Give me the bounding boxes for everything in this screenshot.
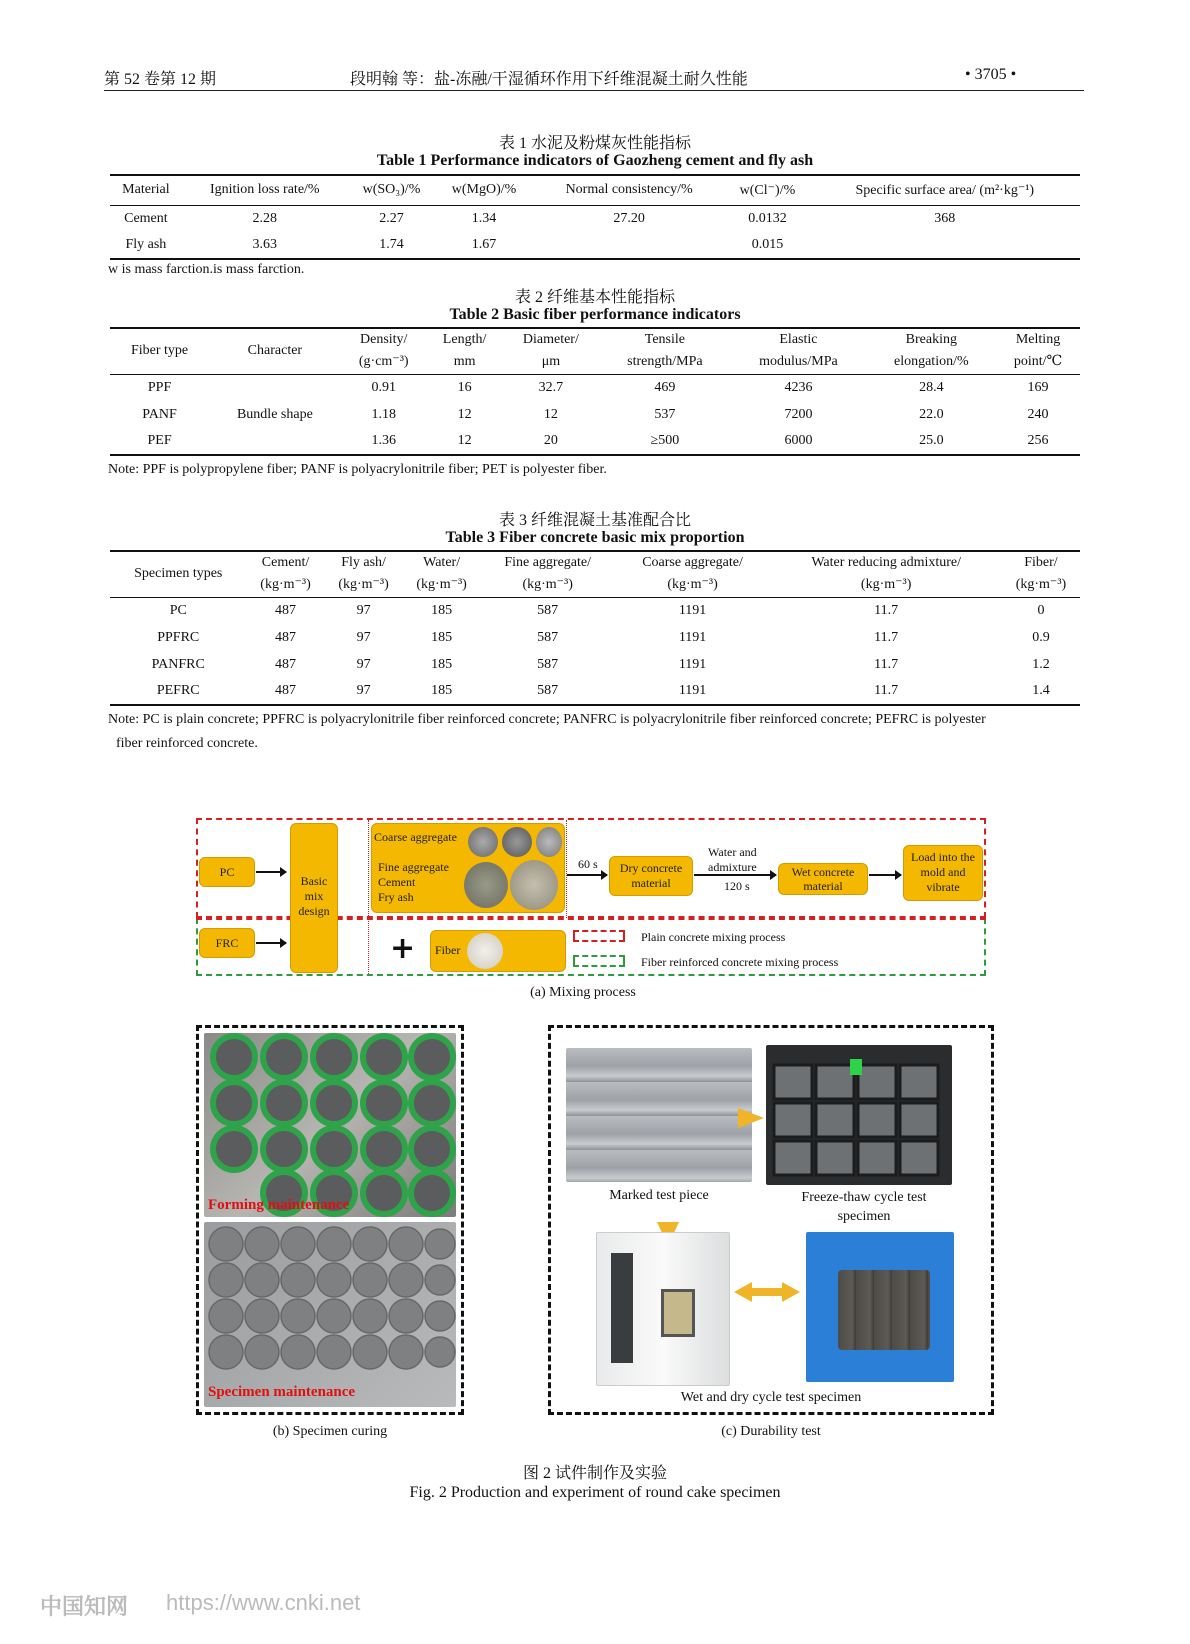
cell: 368 [934, 210, 956, 226]
table-row [110, 374, 1080, 401]
t2-h1: Character [247, 343, 303, 359]
t2-h5: Tensile [644, 331, 685, 347]
cell: 6000 [784, 433, 813, 448]
subcaption-c: (c) Durability test [721, 1424, 821, 1439]
t2-h7: Breaking [905, 331, 957, 347]
arrow-icon [256, 871, 286, 873]
table3-note-line1: Note: PC is plain concrete; PPFRC is polyacrylonitrile fiber reinforced concrete; PANFRC is polyacrylonitrile fiber reinforced concrete; PEFRC is polyester [108, 712, 986, 727]
cell: 11.7 [874, 629, 899, 645]
t2-h3: Length/ [442, 331, 487, 347]
t3-unit: (kg·m⁻³) [860, 577, 912, 593]
cell [209, 374, 341, 401]
cell: 0.91 [371, 379, 396, 395]
cell: 0 [1037, 602, 1045, 618]
divider [368, 820, 369, 974]
t2-u1: mm [453, 353, 476, 369]
cell: 97 [356, 683, 371, 698]
table3-note-line2: fiber reinforced concrete. [116, 736, 258, 751]
freeze-label: Freeze-thaw cycle test specimen [801, 1190, 927, 1224]
frc-box: FRC [199, 928, 255, 958]
t2-u0: (g·cm⁻³) [358, 354, 409, 370]
cell: 12 [457, 433, 472, 448]
cell: 537 [654, 406, 676, 422]
cell: 11.7 [874, 656, 899, 672]
t3-h7: Fiber/ [1024, 554, 1058, 570]
t3-unit: (kg·m⁻³) [416, 577, 467, 593]
page-number: • 3705 • [965, 66, 1017, 83]
freeze-grid [766, 1045, 952, 1185]
cell: 25.0 [919, 433, 944, 448]
dry-concrete-box: Dry concrete material [609, 856, 693, 896]
specimen-label: Specimen maintenance [208, 1384, 356, 1400]
cement-photo [510, 860, 558, 910]
table-row [110, 597, 1080, 624]
water-label-2: admixture [708, 860, 757, 874]
cell: 587 [537, 683, 559, 698]
table2 [110, 327, 1080, 456]
cell [810, 232, 1080, 259]
table-row [110, 232, 1080, 259]
cell: 12 [543, 406, 558, 422]
t3-h6: Water reducing admixture/ [811, 554, 962, 570]
flyash-label: Fry ash [378, 890, 414, 904]
table-row [110, 205, 1080, 232]
table-row [110, 428, 1080, 455]
mold-vibrate-box: Load into the mold and vibrate [903, 845, 983, 901]
legend-plain-label: Plain concrete mixing process [641, 930, 786, 944]
cell: PC [169, 602, 187, 618]
cell: 97 [356, 602, 371, 618]
cell: 1191 [678, 683, 707, 698]
cell: 4236 [784, 379, 813, 395]
running-title: 段明翰 等：盐-冻融/干湿循环作用下纤维混凝土耐久性能 [350, 71, 748, 88]
cell: 1191 [678, 602, 707, 618]
cell: 185 [431, 629, 453, 645]
subcaption-a: (a) Mixing process [530, 985, 636, 1000]
cell: 32.7 [538, 379, 564, 395]
cement-label: Cement [378, 875, 416, 889]
cell: 185 [431, 683, 453, 698]
cell: 22.0 [919, 406, 944, 422]
cell: 0.9 [1032, 629, 1050, 645]
forming-label: Forming maintenance [208, 1197, 350, 1213]
t1-h5: w(Cl⁻)/% [739, 182, 796, 198]
cell: 11.7 [874, 602, 899, 618]
fiber-label: Fiber [435, 943, 461, 957]
table-row [110, 401, 1080, 428]
legend-plain-swatch [573, 930, 625, 942]
cell: 2.27 [379, 210, 404, 226]
figure-caption-cn: 图 2 试件制作及实验 [522, 1465, 667, 1482]
marked-piece-photo [566, 1048, 752, 1182]
cnki-logo: 中国知网 [40, 1594, 129, 1619]
time-60s: 60 s [578, 857, 598, 871]
cell: PPFRC [157, 629, 200, 645]
forming-photo [204, 1033, 456, 1217]
oven-window [661, 1289, 695, 1337]
cell: 1.34 [471, 210, 497, 226]
cell: 20 [543, 433, 558, 448]
table1-note: w is mass farction.is mass farction. [108, 262, 305, 277]
time-120s: 120 s [724, 879, 750, 893]
cell: ≥500 [650, 433, 680, 448]
cnki-url[interactable]: https://www.cnki.net [166, 1590, 361, 1615]
t2-u3: strength/MPa [627, 353, 703, 369]
cell: 487 [275, 683, 297, 698]
forming-discs [204, 1033, 456, 1217]
cell: 1.36 [371, 433, 396, 448]
wet-dry-photo [806, 1232, 954, 1382]
t3-h1: Cement/ [261, 554, 310, 570]
legend-fiber-swatch [573, 955, 625, 967]
freeze-thaw-photo [766, 1045, 952, 1185]
t1-h0: Material [122, 182, 170, 198]
subcaption-b: (b) Specimen curing [272, 1424, 388, 1439]
divider [566, 820, 567, 918]
cell: 1.4 [1032, 683, 1050, 698]
t3-unit: (kg·m⁻³) [667, 577, 718, 593]
cell [209, 428, 341, 455]
cell: 0.015 [751, 237, 784, 252]
pc-box: PC [199, 857, 255, 887]
specimens-in-water [838, 1270, 930, 1350]
cell: 469 [654, 379, 676, 395]
cell: 1191 [678, 629, 707, 645]
arrow-icon [567, 874, 607, 876]
cell: 587 [537, 629, 559, 645]
aggregate-photo [536, 827, 562, 857]
cell: PANF [142, 406, 177, 422]
plus-icon: + [390, 931, 416, 966]
sand-photo [464, 862, 508, 908]
cell: 487 [275, 656, 297, 672]
wet-concrete-box: Wet concrete material [778, 863, 868, 895]
cell: 1.18 [371, 406, 396, 422]
cell: 240 [1027, 406, 1049, 422]
cell: 1.74 [379, 237, 404, 252]
cell: 3.63 [252, 237, 278, 252]
cell: 169 [1027, 379, 1049, 395]
t2-h8: Melting [1015, 331, 1061, 347]
oven-photo [596, 1232, 730, 1386]
ingredients-box [371, 823, 565, 913]
cell: 587 [537, 602, 559, 618]
coarse-label: Coarse aggregate [374, 830, 457, 844]
cell: 185 [431, 602, 453, 618]
cell: 487 [275, 629, 297, 645]
cell: 1191 [678, 656, 707, 672]
cell: PEFRC [156, 683, 200, 698]
table-row [110, 624, 1080, 651]
t1-h6: Specific surface area/ (m²·kg⁻¹) [855, 182, 1035, 198]
cell: Fly ash [125, 237, 167, 252]
cell: PANFRC [151, 656, 205, 672]
legend-fiber-label: Fiber reinforced concrete mixing process [641, 955, 839, 969]
cell: 256 [1027, 433, 1049, 448]
cell: 1.67 [471, 237, 497, 252]
t2-h4: Diameter/ [522, 331, 579, 347]
wetdry-label: Wet and dry cycle test specimen [680, 1390, 862, 1405]
t3-h2: Fly ash/ [341, 554, 386, 570]
t1-h2: w(SO₃)/% [362, 182, 421, 198]
cell: 27.20 [613, 210, 645, 226]
table1-caption-cn: 表 1 水泥及粉煤灰性能指标 [498, 135, 691, 152]
cell: 12 [457, 406, 472, 422]
t3-h5: Coarse aggregate/ [642, 554, 743, 570]
t2-u4: modulus/MPa [759, 353, 838, 369]
t2-u6: point/℃ [1013, 354, 1063, 370]
fiber-photo [467, 933, 503, 969]
t1-h4: Normal consistency/% [565, 182, 693, 198]
cell: 1.2 [1032, 656, 1050, 672]
t3-unit: (kg·m⁻³) [522, 577, 573, 593]
fiber-box [430, 930, 566, 972]
aggregate-photo [468, 827, 498, 857]
t3-unit: (kg·m⁻³) [338, 577, 389, 593]
t2-u2: μm [541, 353, 561, 369]
t1-h3: w(MgO)/% [451, 182, 517, 198]
cell: 7200 [784, 406, 813, 422]
specimen-discs [204, 1222, 456, 1407]
table-row [110, 678, 1080, 705]
cell: 97 [356, 656, 371, 672]
arrow-right-icon [738, 1108, 764, 1128]
table3-caption-cn: 表 3 纤维混凝土基准配合比 [498, 512, 691, 529]
marked-label: Marked test piece [609, 1188, 709, 1203]
cell: 587 [537, 656, 559, 672]
cell: Bundle shape [236, 406, 313, 422]
cell: Cement [124, 210, 168, 226]
table3 [110, 550, 1080, 706]
journal-issue: 第 52 卷第 12 期 [104, 71, 217, 88]
t3-h3: Water/ [423, 554, 461, 570]
fine-label: Fine aggregate [378, 860, 449, 874]
cell: 487 [275, 602, 297, 618]
t2-h2: Density/ [360, 331, 408, 347]
t2-h6: Elastic [779, 331, 818, 347]
cell: 185 [431, 656, 453, 672]
figure-caption-en: Fig. 2 Production and experiment of round cake specimen [409, 1484, 781, 1501]
cell: PEF [147, 433, 172, 448]
table-row [110, 651, 1080, 678]
t3-h0: Specimen types [134, 566, 223, 582]
t1-h1: Ignition loss rate/% [209, 182, 320, 198]
basic-mix-box: Basic mix design [290, 823, 338, 973]
table2-caption-en: Table 2 Basic fiber performance indicators [449, 306, 741, 323]
aggregate-photo [502, 827, 532, 857]
arrow-icon [256, 942, 286, 944]
cell: 11.7 [874, 683, 899, 698]
t2-h0: Fiber type [130, 343, 189, 359]
cell [533, 232, 725, 259]
cell: 2.28 [252, 210, 278, 226]
cell: 97 [356, 629, 371, 645]
header-rule [104, 90, 1084, 91]
table1-caption-en: Table 1 Performance indicators of Gaozheng cement and fly ash [376, 152, 814, 169]
cell: 16 [457, 379, 472, 395]
water-label-1: Water and [708, 845, 757, 859]
table3-caption-en: Table 3 Fiber concrete basic mix proportion [445, 529, 745, 546]
table1 [110, 174, 1080, 260]
oven-panel [611, 1253, 633, 1363]
t2-u5: elongation/% [893, 353, 969, 369]
cell: 28.4 [919, 379, 944, 395]
cell: 0.0132 [748, 210, 787, 226]
specimen-photo [204, 1222, 456, 1407]
t3-unit: (kg·m⁻³) [1015, 577, 1067, 593]
table2-note: Note: PPF is polypropylene fiber; PANF is polyacrylonitrile fiber; PET is polyester fiber. [108, 462, 607, 477]
arrow-icon [869, 874, 901, 876]
cell: PPF [147, 379, 172, 395]
table2-caption-cn: 表 2 纤维基本性能指标 [514, 289, 675, 306]
t3-unit: (kg·m⁻³) [260, 577, 311, 593]
t3-h4: Fine aggregate/ [504, 554, 592, 570]
